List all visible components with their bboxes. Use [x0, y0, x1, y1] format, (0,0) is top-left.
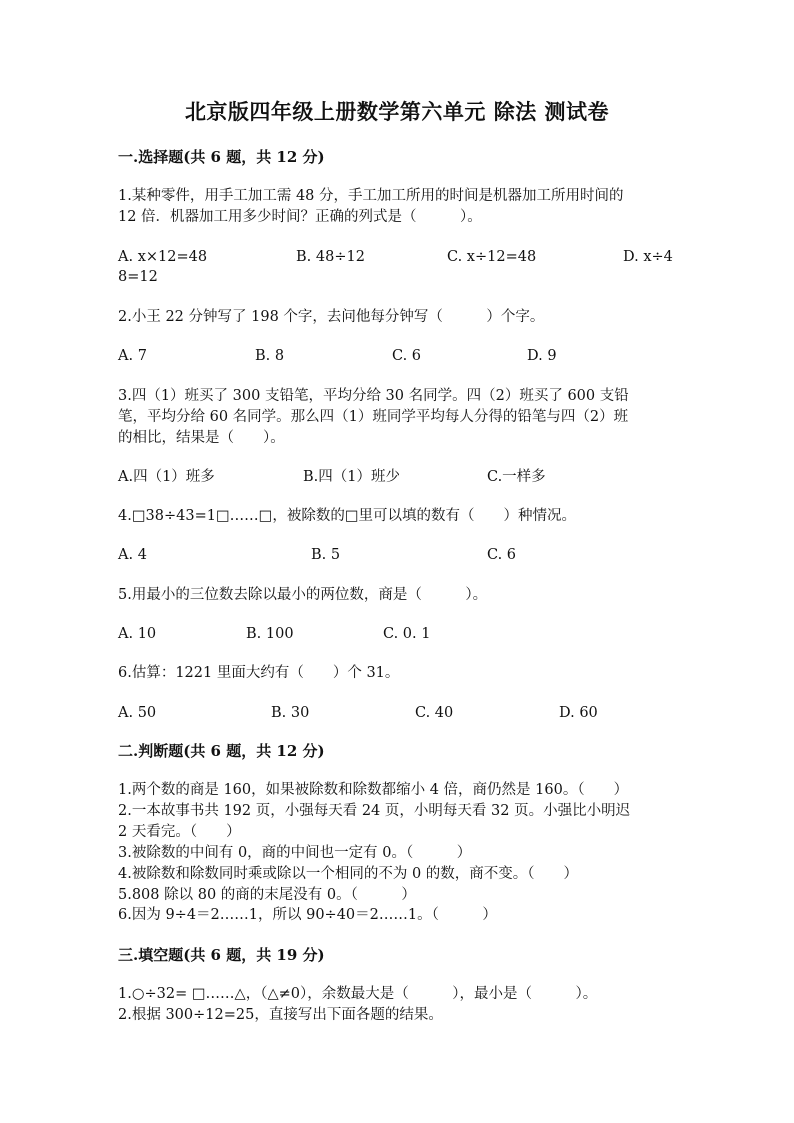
option-d: D. 60	[559, 705, 598, 721]
option-a: A. 4	[118, 547, 147, 563]
option-a: A. 7	[118, 348, 147, 364]
option-b: B. 100	[246, 626, 294, 642]
option-a: A.四（1）班多	[118, 469, 215, 485]
statement-item: 5.808 除以 80 的商的末尾没有 0。（ ）	[118, 887, 416, 903]
option-a: A. x×12=48	[118, 249, 208, 265]
statement-item: 2.一本故事书共 192 页，小强每天看 24 页，小明每天看 32 页。小强比小明迟	[118, 803, 631, 819]
option-b: B. 8	[255, 348, 285, 364]
fill-item: 2.根据 300÷12=25，直接写出下面各题的结果。	[118, 1007, 443, 1023]
statement-item: 1.两个数的商是 160，如果被除数和除数都缩小 4 倍，商仍然是 160。（ ）	[118, 782, 629, 798]
question-text: 的相比，结果是（ ）。	[118, 430, 285, 446]
option-c: C.一样多	[487, 469, 546, 485]
question-text: 4.□38÷43=1□……□，被除数的□里可以填的数有（ ）种情况。	[118, 508, 577, 524]
option-c: C. 6	[487, 547, 517, 563]
option-c: C. 0. 1	[383, 626, 431, 642]
section-heading-fill: 三.填空题(共 6 题，共 19 分)	[118, 946, 325, 964]
fill-item: 1.○÷32= □……△，（△≠0），余数最大是（ ），最小是（ ）。	[118, 986, 598, 1002]
question-text: 笔，平均分给 60 名同学。那么四（1）班同学平均每人分得的铅笔与四（2）班	[118, 409, 629, 425]
option-d-wrap: 8=12	[118, 269, 158, 285]
section-heading-choice: 一.选择题(共 6 题，共 12 分)	[118, 148, 325, 166]
option-a: A. 10	[118, 626, 157, 642]
option-c: C. 6	[392, 348, 422, 364]
option-c: C. x÷12=48	[447, 249, 537, 265]
option-b: B.四（1）班少	[303, 469, 400, 485]
option-d: D. x÷4	[623, 249, 673, 265]
statement-item: 3.被除数的中间有 0，商的中间也一定有 0。（ ）	[118, 845, 472, 861]
option-a: A. 50	[118, 705, 157, 721]
section-heading-judge: 二.判断题(共 6 题，共 12 分)	[118, 742, 325, 760]
option-d: D. 9	[527, 348, 557, 364]
option-b: B. 5	[311, 547, 341, 563]
option-c: C. 40	[415, 705, 454, 721]
statement-item: 2 天看完。（ ）	[118, 824, 241, 840]
question-text: 5.用最小的三位数去除以最小的两位数，商是（ ）。	[118, 587, 488, 603]
question-text: 2.小王 22 分钟写了 198 个字，去问他每分钟写（ ）个字。	[118, 309, 545, 325]
question-text: 1.某种零件，用手工加工需 48 分，手工加工所用的时间是机器加工所用时间的	[118, 188, 624, 204]
option-b: B. 30	[271, 705, 310, 721]
question-text: 6.估算：1221 里面大约有（ ）个 31。	[118, 665, 400, 681]
page-title: 北京版四年级上册数学第六单元 除法 测试卷	[184, 99, 610, 124]
statement-item: 4.被除数和除数同时乘或除以一个相同的不为 0 的数，商不变。（ ）	[118, 866, 579, 882]
option-b: B. 48÷12	[296, 249, 365, 265]
question-text: 3.四（1）班买了 300 支铅笔，平均分给 30 名同学。四（2）班买了 600 支铅	[118, 388, 629, 404]
question-text: 12 倍．机器加工用多少时间？正确的列式是（ ）。	[118, 209, 482, 225]
statement-item: 6.因为 9÷4＝2……1，所以 90÷40＝2……1。（ ）	[118, 907, 497, 923]
